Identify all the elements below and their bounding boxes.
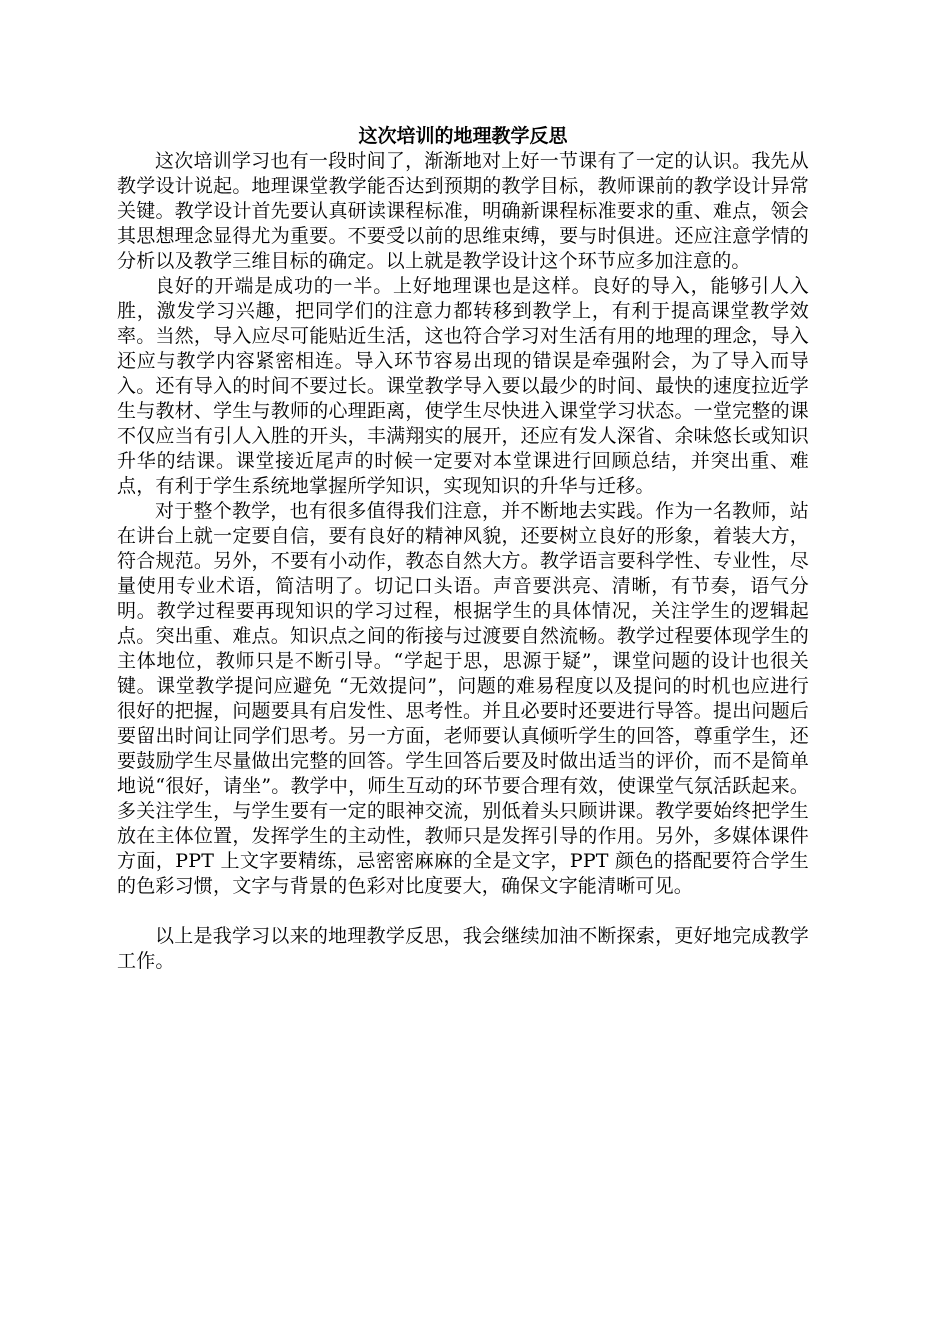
paragraph-teaching-design: 这次培训学习也有一段时间了，渐渐地对上好一节课有了一定的认识。我先从教学设计说起。地理课堂教学能否达到预期的教学目标，教师课前的教学设计异常关键。教学设计首先要认真研读课程标准，明确新课程标准要求的重、难点，领会其思想理念显得尤为重要。不要受以前的思维束缚，要与时俱进。还应注意学情的分析以及教学三维目标的确定。以上就是教学设计这个环节应多加注意的。 bbox=[117, 150, 809, 272]
paragraph-teaching-practice: 对于整个教学，也有很多值得我们注意，并不断地去实践。作为一名教师，站在讲台上就一定要自信，要有良好的精神风貌，还要树立良好的形象，着装大方，符合规范。另外，不要有小动作，教态自然大方。教学语言要科学性、专业性，尽量使用专业术语，简洁明了。切记口头语。声音要洪亮、清晰，有节奏，语气分明。教学过程要再现知识的学习过程，根据学生的具体情况，关注学生的逻辑起点。突出重、难点。知识点之间的衔接与过渡要自然流畅。教学过程要体现学生的主体地位，教师只是不断引导。“学起于思，思源于疑”，课堂问题的设计也很关键。课堂教学提问应避免 “无效提问”，问题的难易程度以及提问的时机也应进行很好的把握，问题要具有启发性、思考性。并且必要时还要进行导答。提出问题后要留出时间让同学们思考。另一方面，老师要认真倾听学生的回答，尊重学生，还要鼓励学生尽量做出完整的回答。学生回答后要及时做出适当的评价，而不是简单地说“很好，请坐”。教学中，师生互动的环节要合理有效，使课堂气氛活跃起来。多关注学生，与学生要有一定的眼神交流，别低着头只顾讲课。教学要始终把学生放在主体位置，发挥学生的主动性，教师只是发挥引导的作用。另外，多媒体课件方面，PPT 上文字要精练，忌密密麻麻的全是文字，PPT 颜色的搭配要符合学生的色彩习惯，文字与背景的色彩对比度要大，确保文字能清晰可见。 bbox=[117, 500, 809, 897]
document-title: 这次培训的地理教学反思 bbox=[358, 125, 568, 147]
paragraph-conclusion: 以上是我学习以来的地理教学反思，我会继续加油不断探索，更好地完成教学工作。 bbox=[117, 925, 809, 972]
document-body bbox=[117, 123, 809, 974]
paragraph-lesson-introduction: 良好的开端是成功的一半。上好地理课也是这样。良好的导入，能够引人入胜，激发学习兴趣，把同学们的注意力都转移到教学上，有利于提高课堂教学效率。当然，导入应尽可能贴近生活，这也符合学习对生活有用的地理的理念，导入还应与教学内容紧密相连。导入环节容易出现的错误是牵强附会，为了导入而导入。还有导入的时间不要过长。课堂教学导入要以最少的时间、最快的速度拉近学生与教材、学生与教师的心理距离，使学生尽快进入课堂学习状态。一堂完整的课不仅应当有引人入胜的开头，丰满翔实的展开，还应有发人深省、余味悠长或知识升华的结课。课堂接近尾声的时候一定要对本堂课进行回顾总结，并突出重、难点，有利于学生系统地掌握所学知识，实现知识的升华与迁移。 bbox=[117, 275, 809, 497]
